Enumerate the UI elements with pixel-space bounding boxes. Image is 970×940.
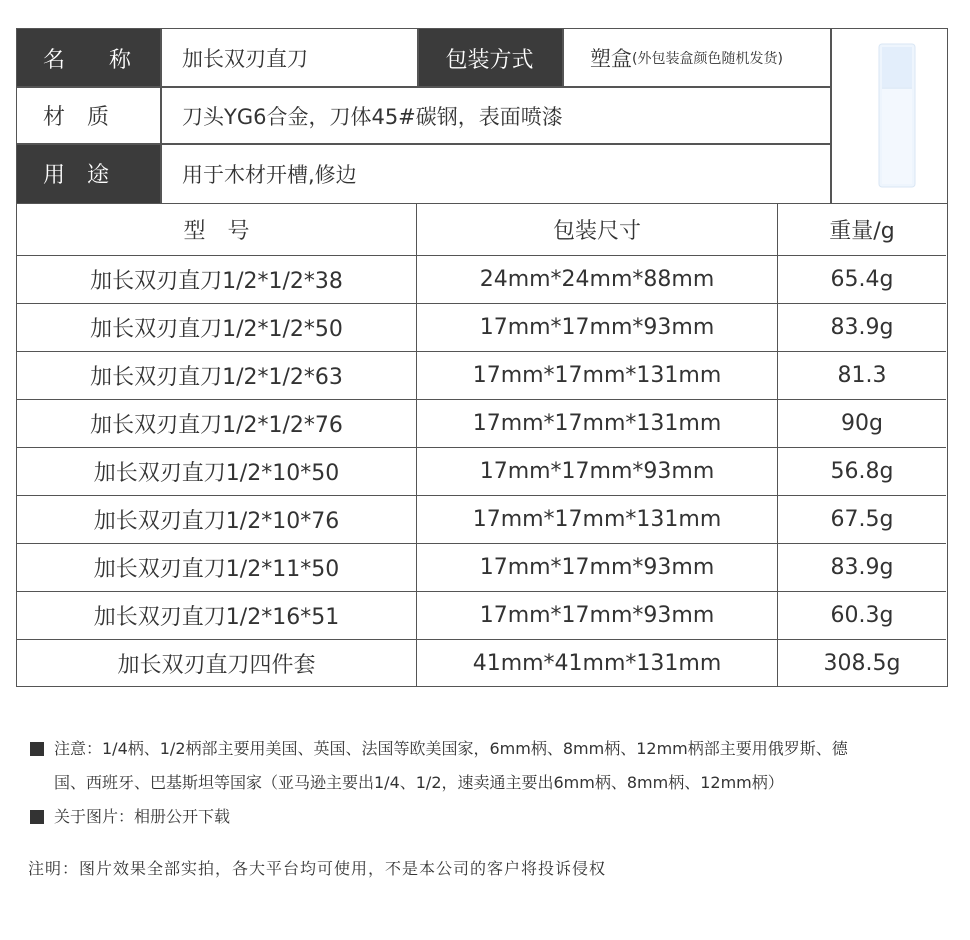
model-cell: 加长双刃直刀四件套 xyxy=(17,640,417,686)
table-row xyxy=(17,256,946,304)
pack-label: 包装方式 xyxy=(417,29,562,87)
note-item xyxy=(30,800,950,834)
size-cell: 17mm*17mm*93mm xyxy=(417,544,778,591)
name-value: 加长双刃直刀 xyxy=(182,47,308,71)
table-row xyxy=(17,640,946,686)
weight-cell: 308.5g xyxy=(823,650,901,676)
spec-table xyxy=(16,28,948,204)
product-image-cell xyxy=(832,29,946,203)
size-cell: 17mm*17mm*131mm xyxy=(417,496,778,543)
model-cell: 加长双刃直刀1/2*1/2*38 xyxy=(17,256,417,303)
weight-cell: 67.5g xyxy=(830,507,894,532)
pack-value xyxy=(562,29,831,87)
model-cell: 加长双刃直刀1/2*1/2*63 xyxy=(17,352,417,399)
size-cell: 17mm*17mm*131mm xyxy=(417,400,778,447)
table-row xyxy=(17,544,946,592)
usage-value: 用于木材开槽,修边 xyxy=(182,162,357,187)
header-weight: 重量/g xyxy=(829,218,895,244)
notes-section xyxy=(30,732,950,834)
note-text: 关于图片：相册公开下载 xyxy=(54,807,231,826)
model-cell: 加长双刃直刀1/2*11*50 xyxy=(17,544,417,591)
model-cell: 加长双刃直刀1/2*1/2*50 xyxy=(17,304,417,351)
table-row xyxy=(17,496,946,544)
size-cell: 41mm*41mm*131mm xyxy=(417,640,778,686)
model-cell: 加长双刃直刀1/2*10*76 xyxy=(17,496,417,543)
weight-cell: 60.3g xyxy=(830,603,894,628)
size-cell: 24mm*24mm*88mm xyxy=(417,256,778,303)
header-package-size: 包装尺寸 xyxy=(417,203,778,255)
name-label: 名 称 xyxy=(17,29,160,87)
model-cell: 加长双刃直刀1/2*1/2*76 xyxy=(17,400,417,447)
size-cell: 17mm*17mm*93mm xyxy=(417,592,778,639)
square-bullet-icon xyxy=(30,742,44,756)
weight-cell: 90g xyxy=(841,411,883,436)
pack-value-main: 塑盒 xyxy=(590,47,632,71)
note-item xyxy=(30,732,950,766)
note-continuation: 国、西班牙、巴基斯坦等国家（亚马逊主要出1/4、1/2，速卖通主要出6mm柄、8mm柄、12mm柄） xyxy=(54,773,784,792)
size-cell: 17mm*17mm*131mm xyxy=(417,352,778,399)
table-header-row xyxy=(17,203,946,256)
weight-cell: 56.8g xyxy=(830,459,894,484)
material-value: 刀头YG6合金，刀体45#碳钢，表面喷漆 xyxy=(182,104,563,129)
model-table xyxy=(16,203,948,687)
weight-cell: 83.9g xyxy=(830,315,894,340)
product-image xyxy=(878,43,916,188)
square-bullet-icon xyxy=(30,810,44,824)
usage-label: 用 途 xyxy=(17,144,160,203)
size-cell: 17mm*17mm*93mm xyxy=(417,448,778,495)
note-text: 注意：1/4柄、1/2柄部主要用美国、英国、法国等欧美国家，6mm柄、8mm柄、12mm柄部主要用俄罗斯、德 xyxy=(54,739,848,758)
table-row xyxy=(17,448,946,496)
model-cell: 加长双刃直刀1/2*10*50 xyxy=(17,448,417,495)
weight-cell: 65.4g xyxy=(830,267,894,292)
material-label: 材 质 xyxy=(43,105,110,130)
table-row xyxy=(17,400,946,448)
model-cell: 加长双刃直刀1/2*16*51 xyxy=(17,592,417,639)
table-row xyxy=(17,592,946,640)
table-row xyxy=(17,352,946,400)
size-cell: 17mm*17mm*93mm xyxy=(417,304,778,351)
pack-value-note: (外包装盒颜色随机发货) xyxy=(632,51,783,67)
footer-disclaimer: 注明：图片效果全部实拍，各大平台均可使用，不是本公司的客户将投诉侵权 xyxy=(28,859,607,878)
weight-cell: 83.9g xyxy=(830,555,894,580)
table-row xyxy=(17,304,946,352)
header-model: 型 号 xyxy=(17,203,417,255)
weight-cell: 81.3 xyxy=(837,363,887,388)
